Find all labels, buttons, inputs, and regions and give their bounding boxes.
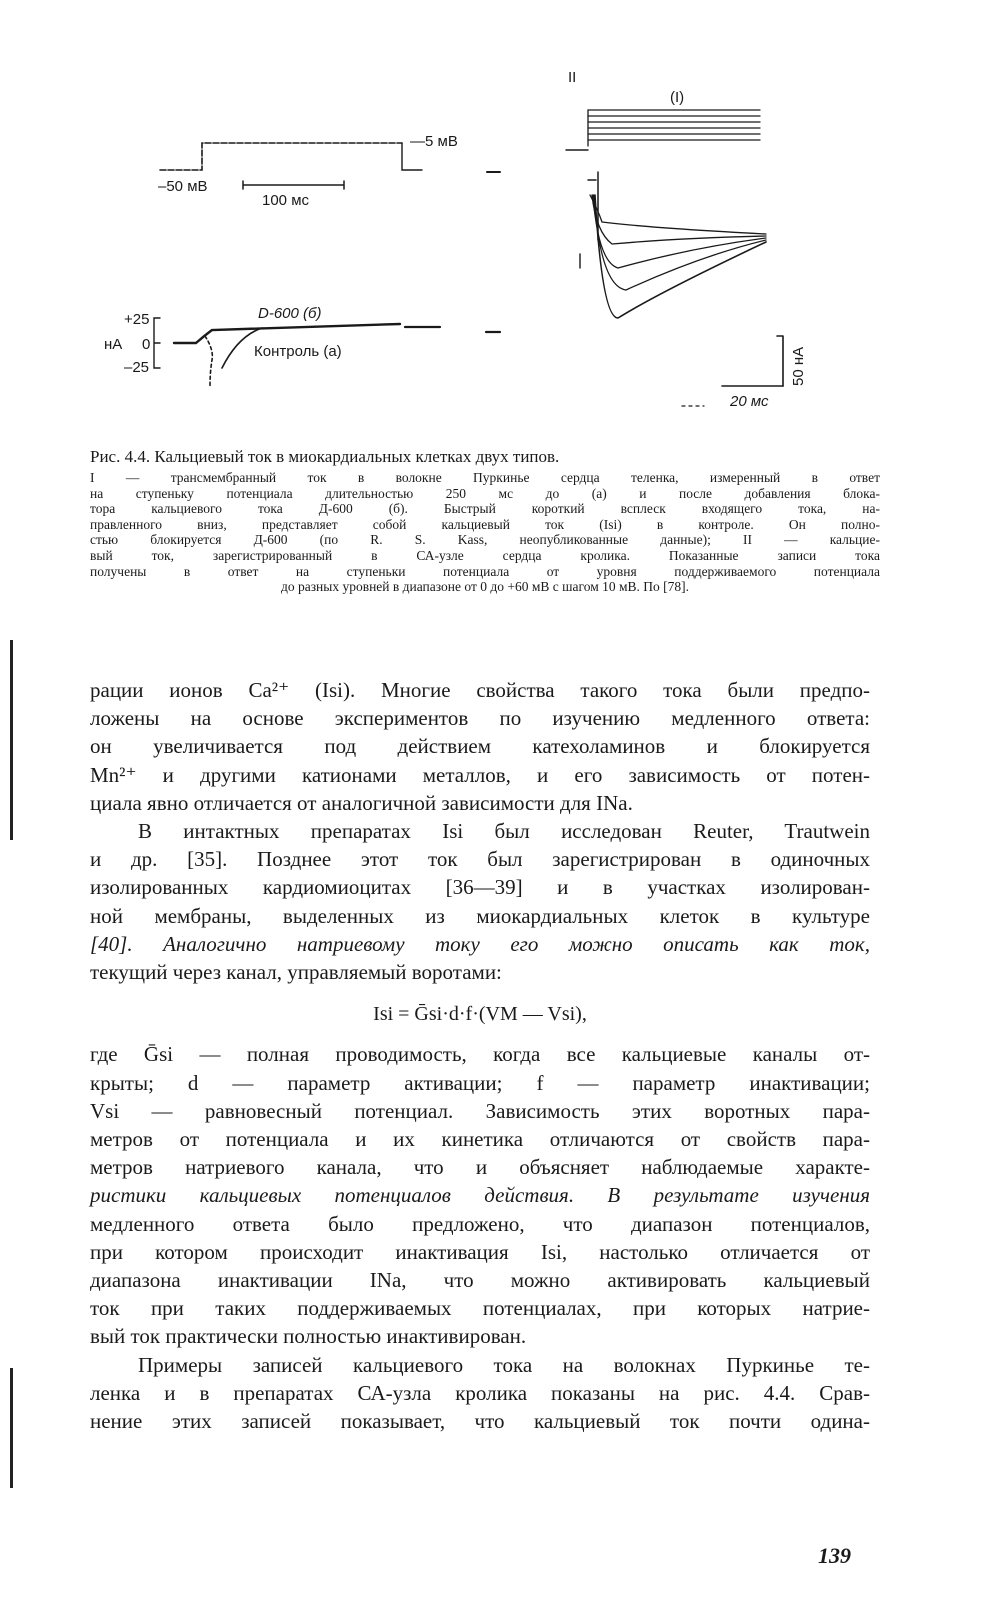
tick-minus25: –25 — [124, 359, 150, 376]
text-line: метров от потенциала и их кинетика отличаются от свойств пара- — [90, 1127, 870, 1152]
text-line: где Ḡsi — полная проводимость, когда все кальциевые каналы от- — [90, 1042, 870, 1067]
text-line: Mn²⁺ и другими катионами металлов, и его зависимость от потен- — [90, 762, 870, 787]
trace-d600 — [174, 324, 400, 343]
trace-label-control: Контроль (а) — [254, 343, 342, 360]
text-line: он увеличивается под действием катехоламинов и блокируется — [90, 734, 870, 759]
scale-bar-100ms — [243, 181, 344, 189]
text-line: [40]. Аналогично натриевому току его можно описать как ток, — [90, 931, 870, 956]
caption-line: получены в ответ на ступеньки потенциала от уровня поддерживаемого потенциала — [90, 563, 880, 579]
figure-4-4 — [0, 0, 1002, 430]
text-line: при котором происходит инактивация Isi, настолько отличается от — [90, 1239, 870, 1264]
label-minus5mv: —5 мВ — [410, 133, 458, 150]
text-line: ток при таких поддерживаемых потенциалах, при которых натрие- — [90, 1296, 870, 1321]
body-text — [90, 676, 870, 1435]
equation-isi: Isi = Ḡsi·d·f·(VM — Vsi), — [373, 1003, 587, 1026]
text-line: В интактных препаратах Isi был исследован Reuter, Trautwein — [138, 819, 870, 844]
caption-line: правленного вниз, представляет собой кальциевый ток (Isi) в контроле. Он полно- — [90, 516, 880, 532]
text-line: ложены на основе экспериментов по изучению медленного ответа: — [90, 706, 870, 731]
current-trace-5 — [595, 195, 766, 318]
text-line: рации ионов Ca²⁺ (Isi). Многие свойства такого тока были предпо- — [90, 678, 870, 702]
panel-label-I: (I) — [670, 89, 685, 106]
current-trace-2 — [592, 195, 766, 244]
text-line: циала явно отличается от аналогичной зависимости для INa. — [90, 790, 633, 815]
text-line: и др. [35]. Позднее этот ток был зарегистрирован в одиночных — [90, 847, 870, 872]
current-trace-4 — [594, 195, 766, 290]
text-line: медленного ответа было предложено, что диапазон потенциалов, — [90, 1211, 870, 1236]
label-scale-100ms: 100 мс — [262, 192, 310, 209]
text-line: диапазона инактивации INa, что можно активировать кальциевый — [90, 1268, 870, 1293]
tick-zero: 0 — [142, 336, 151, 353]
paragraph-1 — [90, 676, 870, 817]
margin-rule-bottom — [10, 1368, 13, 1488]
caption-line: стью блокируется Д-600 (по R. S. Kass, неопубликованные данные); II — кальцие- — [90, 532, 880, 548]
panel-label-II: II — [568, 69, 577, 86]
axis-unit-label: нА — [104, 336, 123, 353]
trace-control — [205, 336, 212, 386]
caption-title: Рис. 4.4. Кальциевый ток в миокардиальных клетках двух типов. — [90, 447, 560, 466]
caption-line: до разных уровней в диапазоне от 0 до +60 мВ с шагом 10 мВ. По [78]. — [280, 579, 690, 595]
current-axis — [154, 318, 160, 368]
voltage-protocol-trace — [160, 143, 402, 170]
caption-line: тора кальциевого тока Д-600 (б). Быстрый короткий всплеск входящего тока, на- — [90, 501, 880, 517]
page-number: 139 — [818, 1543, 851, 1568]
text-line: изолированных кардиомиоцитах [36—39] и в участках изолирован- — [90, 875, 870, 900]
tick-plus25: +25 — [124, 311, 150, 328]
text-line: ленка и в препаратах СА-узла кролика показаны на рис. 4.4. Срав- — [90, 1380, 870, 1405]
text-line: метров натриевого канала, что и объясняет наблюдаемые характе- — [90, 1155, 870, 1180]
paragraph-4 — [90, 1351, 870, 1436]
text-line: ной мембраны, выделенных из миокардиальных клеток в культуре — [90, 903, 870, 928]
caption-line: вый ток, зарегистрированный в СА-узле сердца кролика. Показанные записи тока — [90, 547, 880, 563]
margin-rule-top — [10, 640, 13, 840]
text-line: крыты; d — параметр активации; f — параметр инактивации; — [90, 1070, 870, 1095]
current-trace-1 — [590, 195, 766, 234]
label-minus50mv: –50 мВ — [158, 178, 208, 195]
figure-caption — [90, 446, 880, 595]
label-scale-20ms: 20 мс — [730, 393, 769, 410]
text-line: ристики кальциевых потенциалов действия. В результате изучения — [90, 1183, 870, 1208]
paragraph-3 — [90, 1040, 870, 1350]
caption-line: I — трансмембранный ток в волокне Пуркинье сердца теленка, измеренный в ответ — [90, 470, 880, 485]
text-line: Vsi — равновесный потенциал. Зависимость этих воротных пара- — [90, 1098, 870, 1123]
text-line: нение этих записей показывает, что кальциевый ток почти одина- — [90, 1409, 870, 1434]
caption-line: на ступеньку потенциала длительностью 250 мс до (а) и после добавления блока- — [90, 485, 880, 501]
text-line: вый ток практически полностью инактивирован. — [90, 1324, 527, 1349]
paragraph-2 — [90, 817, 870, 986]
label-scale-50nA: 50 нА — [790, 346, 807, 386]
current-trace-3 — [593, 195, 766, 268]
text-line: текущий через канал, управляемый воротами: — [90, 960, 502, 985]
trace-label-d600: D-600 (б) — [258, 305, 322, 322]
figure-traces — [0, 0, 1002, 430]
text-line: Примеры записей кальциевого тока на волокнах Пуркинье те- — [138, 1352, 870, 1377]
scale-bar-50nA — [777, 336, 783, 386]
